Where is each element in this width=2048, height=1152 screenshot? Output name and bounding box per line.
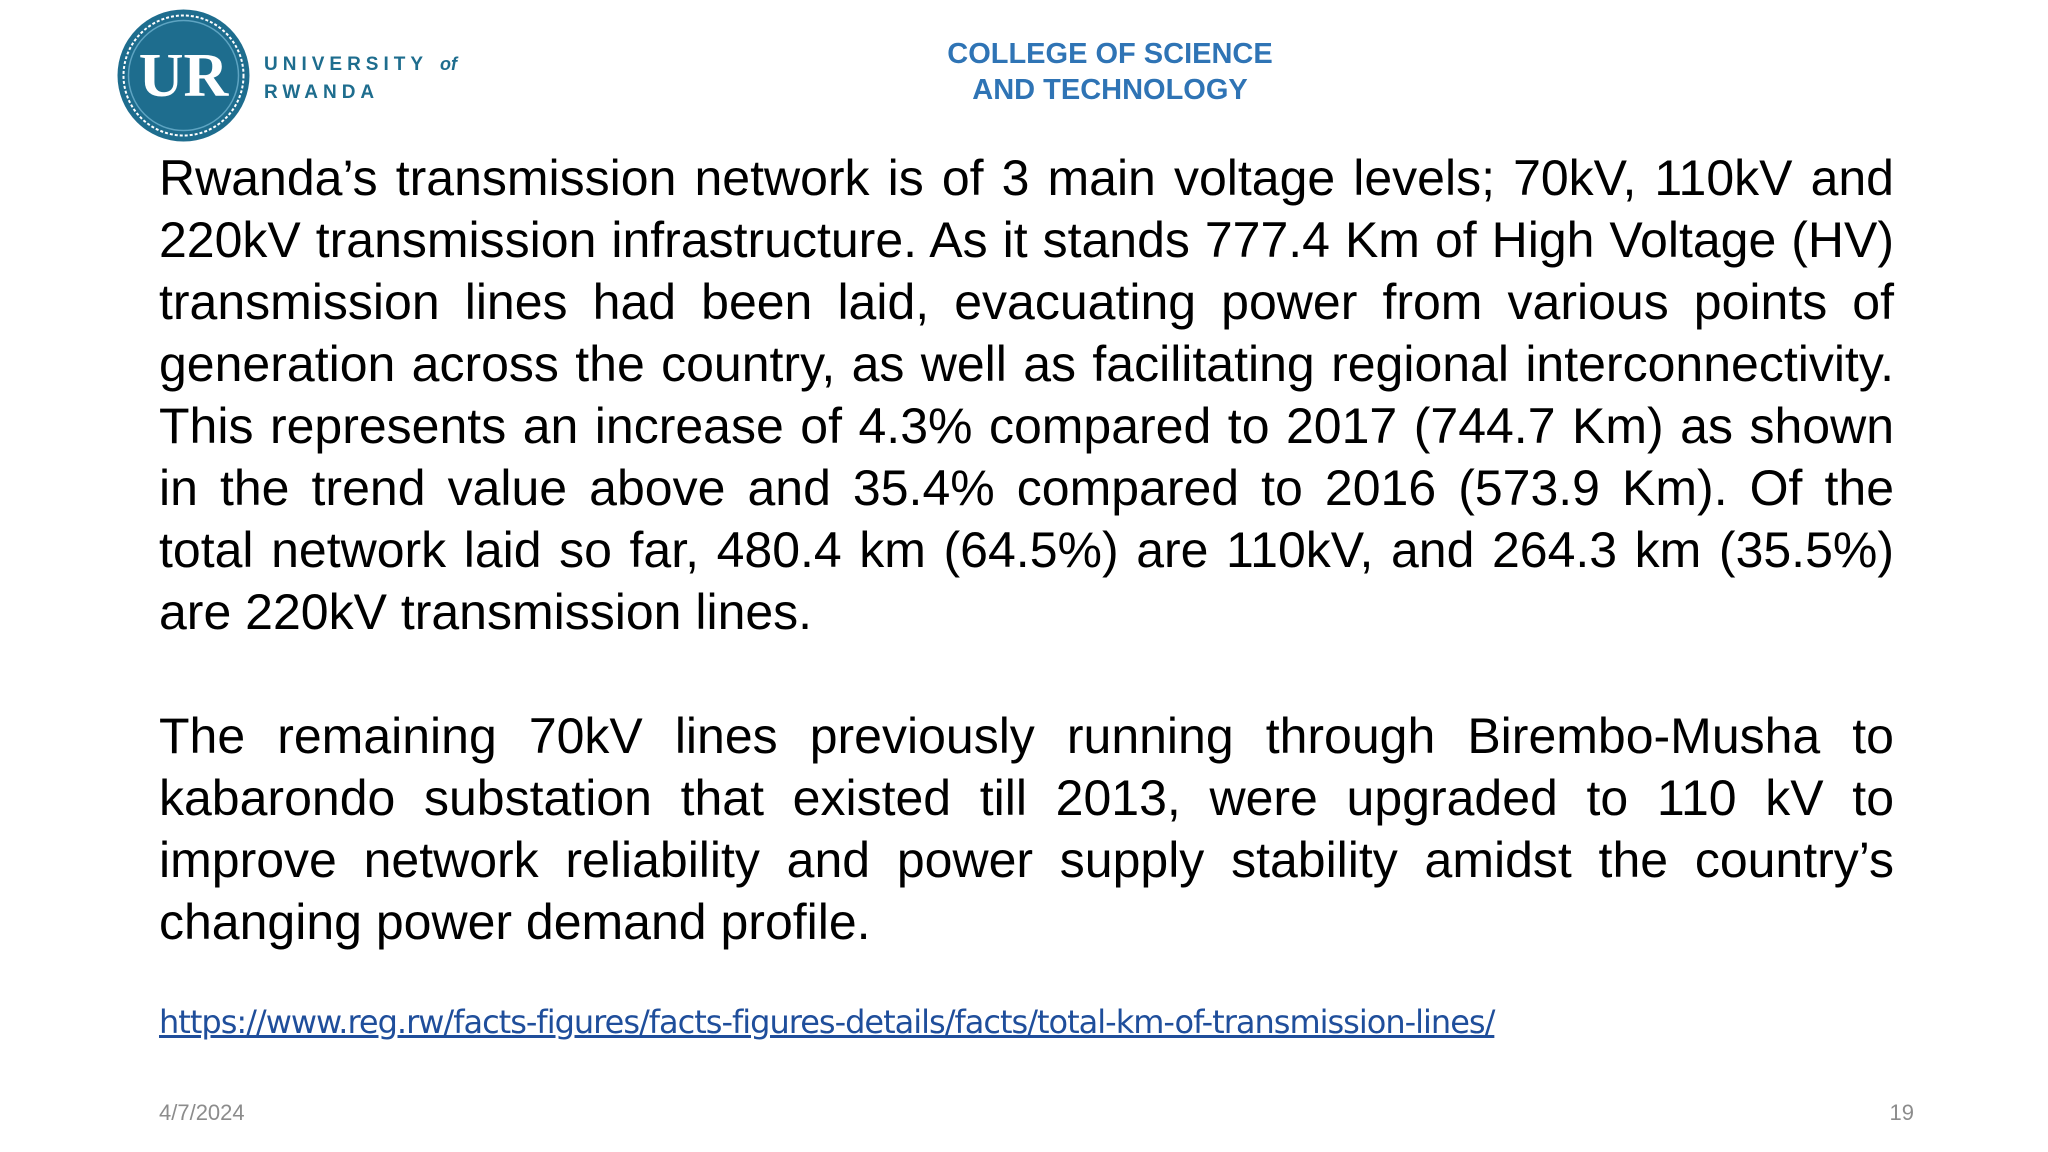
college-line-1: COLLEGE OF SCIENCE — [947, 38, 1273, 70]
logo-university-text: UNIVERSITY — [264, 54, 428, 75]
logo-wordmark — [264, 50, 457, 107]
logo-of-text: of — [439, 54, 457, 74]
logo-monogram: UR — [138, 42, 229, 110]
paragraph-transmission-network: Rwanda’s transmission network is of 3 main voltage levels; 70kV, 110kV and 220kV transmission infrastructure. As it stands 777.4 Km of High Voltage (HV) transmission lines had been laid, evacuating power from various points of generation across the country, as well as facilitating regional interconnectivity. This represents an increase of 4.3% compared to 2017 (744.7 Km) as shown in the trend value above and 35.4% compared to 2016 (573.9 Km). Of the total network laid so far, 480.4 km (64.5%) are 110kV, and 264.3 km (35.5%) are 220kV transmission lines. — [159, 150, 1894, 640]
college-line-2: AND TECHNOLOGY — [972, 74, 1248, 106]
ur-seal-icon — [116, 8, 251, 143]
page-number: 19 — [1889, 1100, 1914, 1125]
logo-line-rwanda: RWANDA — [264, 82, 380, 103]
university-logo — [116, 8, 476, 143]
paragraph-70kv-upgrade: The remaining 70kV lines previously running through Birembo-Musha to kabarondo substation that existed till 2013, were upgraded to 110 kV to improve network reliability and power supply stability amidst the country’s changing power demand profile. — [159, 708, 1894, 950]
source-link[interactable]: https://www.reg.rw/facts-figures/facts-figures-details/facts/total-km-of-transmission-lines/ — [159, 1003, 1495, 1041]
logo-line-university — [264, 50, 457, 79]
slide-body — [159, 147, 1894, 953]
footer-date: 4/7/2024 — [159, 1100, 245, 1125]
college-header — [800, 36, 1420, 108]
